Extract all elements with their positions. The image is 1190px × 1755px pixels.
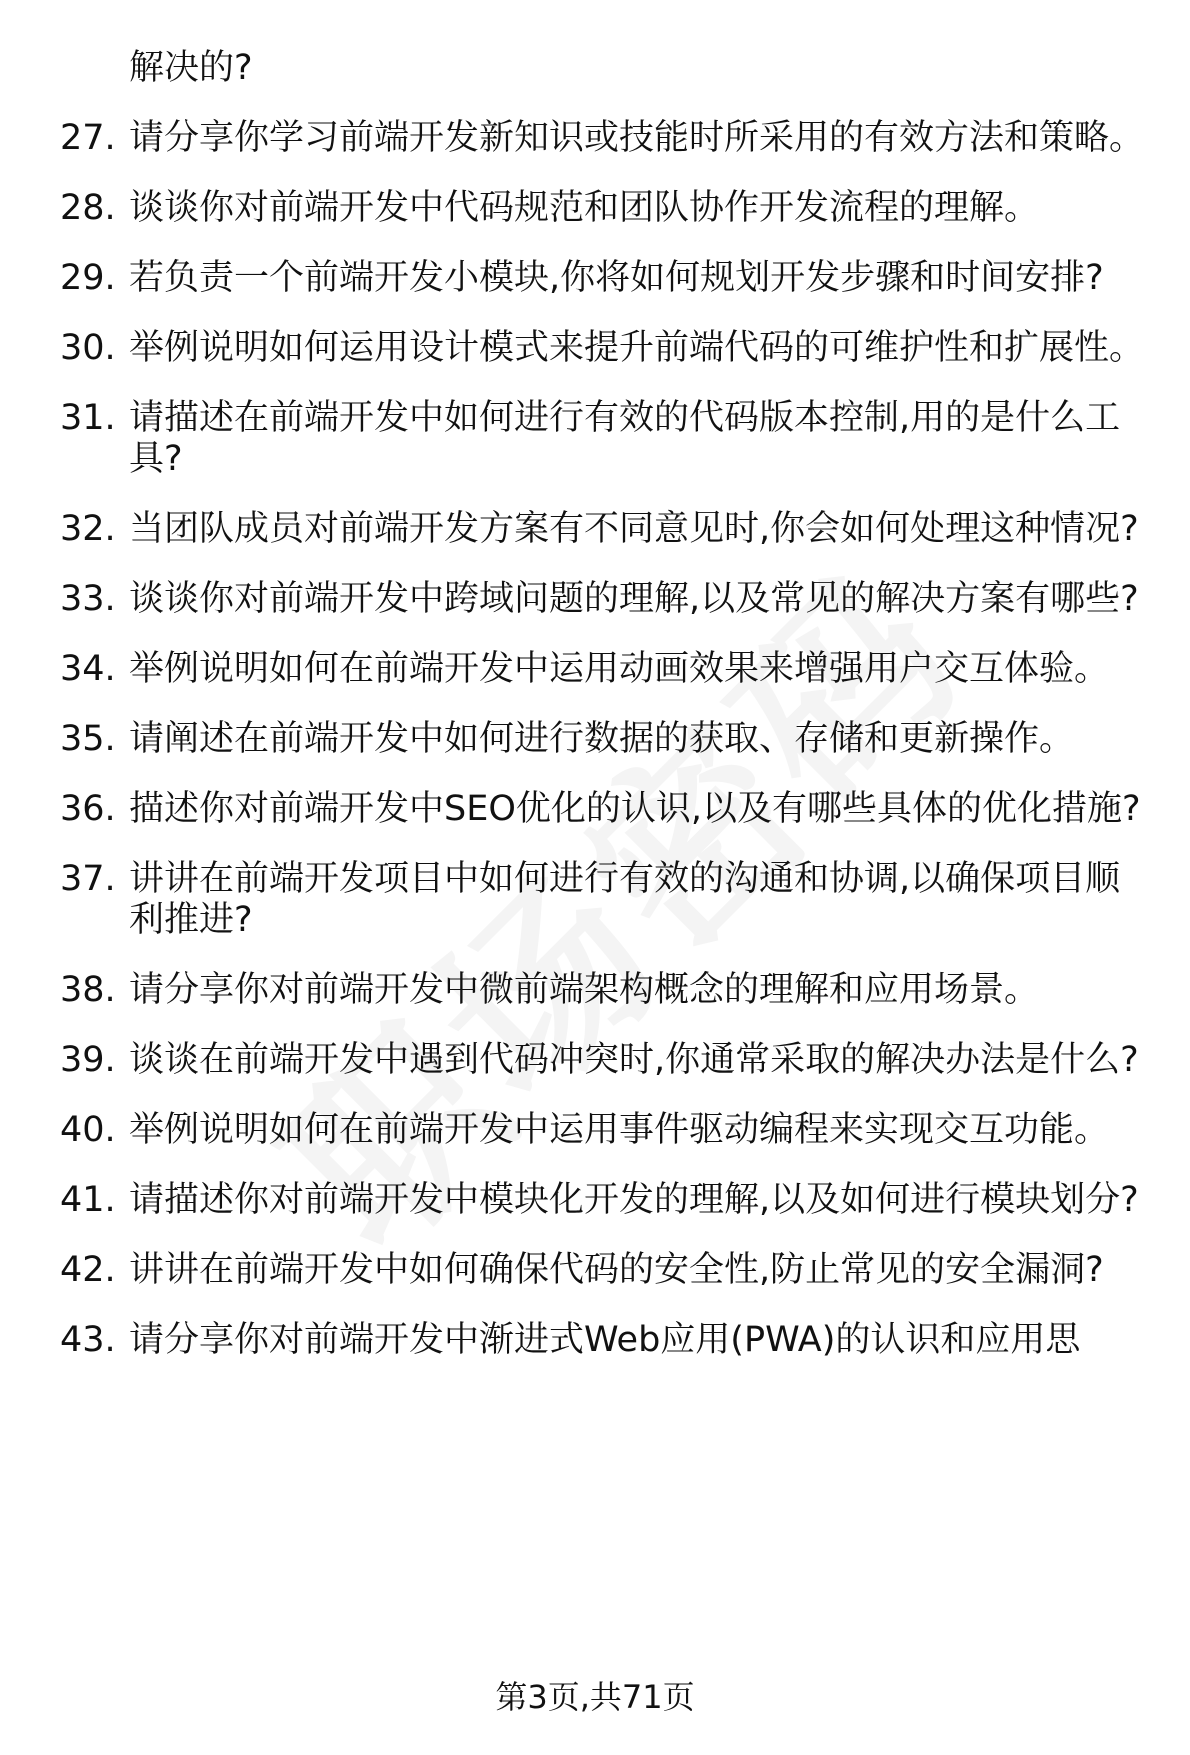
question-text: 当团队成员对前端开发方案有不同意见时,你会如何处理这种情况? — [129, 509, 1139, 549]
question-number: 38. — [60, 970, 116, 1010]
question-text: 请分享你学习前端开发新知识或技能时所采用的有效方法和策略。 — [129, 118, 1145, 158]
question-number: 27. — [60, 118, 116, 158]
list-item — [60, 1250, 1150, 1291]
question-number: 32. — [60, 509, 116, 549]
question-number: 30. — [60, 328, 116, 368]
list-item — [60, 1040, 1150, 1081]
question-text: 请阐述在前端开发中如何进行数据的获取、存储和更新操作。 — [129, 719, 1075, 759]
question-number: 33. — [60, 579, 116, 619]
list-item — [60, 328, 1150, 369]
question-text: 请描述你对前端开发中模块化开发的理解,以及如何进行模块划分? — [129, 1180, 1139, 1220]
question-text: 讲讲在前端开发项目中如何进行有效的沟通和协调,以确保项目顺利推进? — [129, 859, 1121, 940]
question-number: 37. — [60, 859, 116, 899]
question-number: 43. — [60, 1320, 116, 1360]
question-text: 请分享你对前端开发中微前端架构概念的理解和应用场景。 — [129, 970, 1040, 1010]
question-text: 谈谈你对前端开发中跨域问题的理解,以及常见的解决方案有哪些? — [129, 579, 1139, 619]
continued-question-text: 解决的? — [129, 48, 253, 88]
question-text: 举例说明如何在前端开发中运用动画效果来增强用户交互体验。 — [129, 649, 1110, 689]
list-item — [60, 649, 1150, 690]
question-text: 讲讲在前端开发中如何确保代码的安全性,防止常见的安全漏洞? — [129, 1250, 1104, 1290]
list-item — [60, 719, 1150, 760]
list-item — [60, 1180, 1150, 1221]
question-content — [60, 48, 1150, 1390]
question-number: 41. — [60, 1180, 116, 1220]
list-item — [60, 579, 1150, 620]
list-item — [60, 789, 1150, 830]
list-item — [60, 1110, 1150, 1151]
list-item — [60, 258, 1150, 299]
question-text: 请分享你对前端开发中渐进式Web应用(PWA)的认识和应用思 — [129, 1320, 1081, 1360]
list-item — [60, 398, 1150, 480]
list-item — [60, 970, 1150, 1011]
list-item — [60, 1320, 1150, 1361]
list-item — [60, 118, 1150, 159]
question-text: 描述你对前端开发中SEO优化的认识,以及有哪些具体的优化措施? — [129, 789, 1141, 829]
question-list — [60, 118, 1150, 1361]
question-number: 34. — [60, 649, 116, 689]
question-number: 42. — [60, 1250, 116, 1290]
question-text: 若负责一个前端开发小模块,你将如何规划开发步骤和时间安排? — [129, 258, 1104, 298]
question-text: 举例说明如何运用设计模式来提升前端代码的可维护性和扩展性。 — [129, 328, 1145, 368]
question-text: 请描述在前端开发中如何进行有效的代码版本控制,用的是什么工具? — [129, 398, 1121, 479]
question-text: 举例说明如何在前端开发中运用事件驱动编程来实现交互功能。 — [129, 1110, 1110, 1150]
page-footer: 第3页,共71页 — [495, 1678, 695, 1716]
question-number: 36. — [60, 789, 116, 829]
question-number: 28. — [60, 188, 116, 228]
question-text: 谈谈在前端开发中遇到代码冲突时,你通常采取的解决办法是什么? — [129, 1040, 1139, 1080]
question-number: 39. — [60, 1040, 116, 1080]
question-text: 谈谈你对前端开发中代码规范和团队协作开发流程的理解。 — [129, 188, 1040, 228]
list-item — [60, 859, 1150, 941]
list-item — [60, 188, 1150, 229]
question-number: 40. — [60, 1110, 116, 1150]
list-item — [60, 509, 1150, 550]
question-number: 35. — [60, 719, 116, 759]
question-number: 29. — [60, 258, 116, 298]
question-number: 31. — [60, 398, 116, 438]
